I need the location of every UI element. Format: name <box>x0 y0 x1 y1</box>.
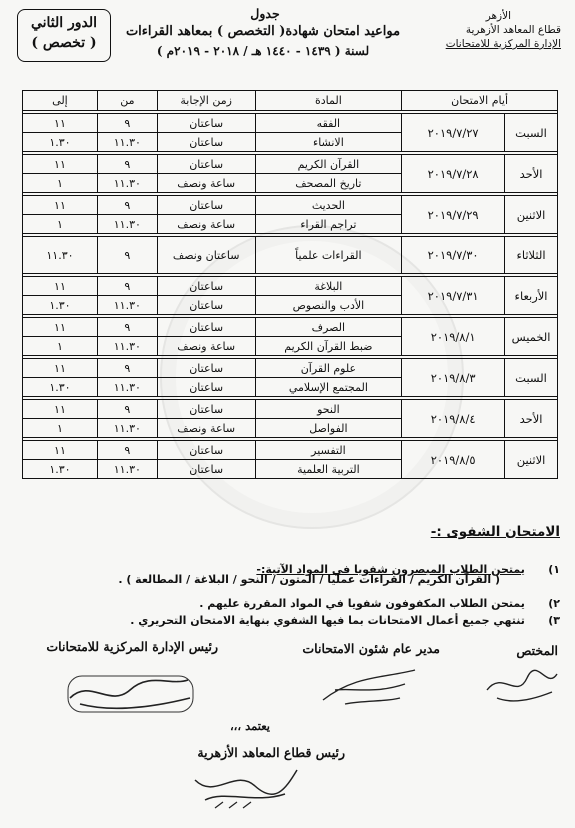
table-row <box>23 155 558 174</box>
duration-cell: ساعتان <box>157 318 255 337</box>
date-cell: ٢٠١٩/٧/٢٧ <box>402 114 505 152</box>
subject-cell: القرآن الكريم <box>255 155 402 174</box>
duration-cell: ساعتان <box>157 296 255 315</box>
from-cell: ١١.٣٠ <box>97 296 157 315</box>
subject-cell: الحديث <box>255 196 402 215</box>
day-cell: الاثنين <box>505 441 558 479</box>
day-cell: الأحد <box>505 155 558 193</box>
org-azhar: الأزهر <box>485 10 511 22</box>
date-cell: ٢٠١٩/٧/٣٠ <box>402 237 505 274</box>
to-cell: ١١ <box>23 400 98 419</box>
subject-cell: الأدب والنصوص <box>255 296 402 315</box>
date-cell: ٢٠١٩/٧/٣١ <box>402 277 505 315</box>
from-cell: ١١.٣٠ <box>97 378 157 397</box>
subject-cell: ضبط القرآن الكريم <box>255 337 402 356</box>
round-badge <box>17 9 111 62</box>
to-cell: ١١ <box>23 114 98 133</box>
table-row <box>23 114 558 133</box>
duration-cell: ساعتان <box>157 277 255 296</box>
exam-affairs-signature <box>315 660 425 710</box>
date-cell: ٢٠١٩/٧/٢٨ <box>402 155 505 193</box>
oral-item-1-text: يمتحن الطلاب المبصرون شفويا في المواد الآتية:- <box>256 563 525 576</box>
from-cell: ١١.٣٠ <box>97 419 157 438</box>
org-exams-admin: الإدارة المركزية للامتحانات <box>445 38 561 50</box>
subject-cell: الفواصل <box>255 419 402 438</box>
from-cell: ١١.٣٠ <box>97 337 157 356</box>
duration-cell: ساعتان <box>157 359 255 378</box>
subject-cell: النحو <box>255 400 402 419</box>
round-badge-line1: الدور الثاني <box>30 15 98 31</box>
table-row <box>23 196 558 215</box>
header-from: من <box>97 91 157 111</box>
from-cell: ١١.٣٠ <box>97 133 157 152</box>
oral-item-3-number: ٣) <box>548 614 560 627</box>
header-exam-days: أيام الامتحان <box>402 91 558 111</box>
central-admin-head-label: رئيس الإدارة المركزية للامتحانات <box>46 639 218 654</box>
oral-item-3 <box>60 609 560 628</box>
from-cell: ١١.٣٠ <box>97 174 157 193</box>
to-cell: ١١ <box>23 196 98 215</box>
header-to: إلى <box>23 91 98 111</box>
subject-cell: المجتمع الإسلامي <box>255 378 402 397</box>
table-header-row <box>23 91 558 111</box>
table-row <box>23 237 558 274</box>
duration-cell: ساعتان <box>157 378 255 397</box>
date-cell: ٢٠١٩/٨/١ <box>402 318 505 356</box>
to-cell: ١١ <box>23 359 98 378</box>
subject-cell: الصرف <box>255 318 402 337</box>
exam-affairs-director-label: مدير عام شئون الامتحانات <box>302 641 440 656</box>
duration-cell: ساعتان <box>157 114 255 133</box>
day-cell: السبت <box>505 114 558 152</box>
duration-cell: ساعتان <box>157 196 255 215</box>
duration-cell: ساعتان ونصف <box>157 237 255 274</box>
from-cell: ٩ <box>97 318 157 337</box>
doc-title-word: جدول <box>250 6 280 21</box>
subject-cell: تراجم القراء <box>255 215 402 234</box>
specialist-label: المختص <box>516 643 558 658</box>
subject-cell: الفقه <box>255 114 402 133</box>
duration-cell: ساعة ونصف <box>157 337 255 356</box>
day-cell: الخميس <box>505 318 558 356</box>
from-cell: ٩ <box>97 114 157 133</box>
to-cell: ١١ <box>23 277 98 296</box>
table-row <box>23 318 558 337</box>
specialist-signature <box>482 660 562 710</box>
org-block <box>415 9 561 51</box>
table-row <box>23 441 558 460</box>
duration-cell: ساعة ونصف <box>157 174 255 193</box>
doc-title: مواعيد امتحان شهادة( التخصص ) بمعاهد القراءات <box>125 24 401 39</box>
oral-exam-heading: الامتحان الشفوى :- <box>430 524 560 540</box>
sector-head-signature <box>185 760 305 816</box>
to-cell: ١ <box>23 337 98 356</box>
table-row <box>23 359 558 378</box>
date-cell: ٢٠١٩/٧/٢٩ <box>402 196 505 234</box>
to-cell: ١.٣٠ <box>23 460 98 479</box>
oral-item-2-text: يمتحن الطلاب المكفوفون شفويا في المواد المقررة عليهم . <box>199 597 525 610</box>
day-cell: السبت <box>505 359 558 397</box>
subject-cell: علوم القرآن <box>255 359 402 378</box>
oral-item-2-number: ٢) <box>548 597 560 610</box>
oral-item-3-text: تنتهي جميع أعمال الامتحانات بما فيها الشفوي بنهاية الامتحان التحريري . <box>130 614 525 627</box>
to-cell: ١.٣٠ <box>23 133 98 152</box>
duration-cell: ساعة ونصف <box>157 419 255 438</box>
from-cell: ٩ <box>97 155 157 174</box>
from-cell: ١١.٣٠ <box>97 460 157 479</box>
duration-cell: ساعتان <box>157 400 255 419</box>
to-cell: ١١.٣٠ <box>23 237 98 274</box>
oral-item-1-detail: ( القرآن الكريم / القراءات عمليا / المتون / النحو / البلاغة / المطالعة ) . <box>118 573 500 586</box>
from-cell: ٩ <box>97 277 157 296</box>
duration-cell: ساعتان <box>157 155 255 174</box>
subject-cell: الانشاء <box>255 133 402 152</box>
date-cell: ٢٠١٩/٨/٤ <box>402 400 505 438</box>
duration-cell: ساعتان <box>157 441 255 460</box>
from-cell: ٩ <box>97 196 157 215</box>
oral-item-1-number: ١) <box>548 563 560 576</box>
round-badge-line2: ( تخصص ) <box>31 35 97 51</box>
from-cell: ٩ <box>97 237 157 274</box>
doc-title-year: لسنة ( ١٤٣٩ - ١٤٤٠ هـ / ٢٠١٨ - ٢٠١٩م ) <box>156 44 370 58</box>
subject-cell: تاريخ المصحف <box>255 174 402 193</box>
to-cell: ١ <box>23 419 98 438</box>
subject-cell: التفسير <box>255 441 402 460</box>
header-subject: المادة <box>255 91 402 111</box>
to-cell: ١.٣٠ <box>23 296 98 315</box>
from-cell: ٩ <box>97 359 157 378</box>
table-row <box>23 400 558 419</box>
schedule-table <box>22 90 558 479</box>
subject-cell: التربية العلمية <box>255 460 402 479</box>
to-cell: ١ <box>23 215 98 234</box>
duration-cell: ساعتان <box>157 133 255 152</box>
header-duration: زمن الإجابة <box>157 91 255 111</box>
date-cell: ٢٠١٩/٨/٥ <box>402 441 505 479</box>
sector-head-label: رئيس قطاع المعاهد الأزهرية <box>197 745 345 760</box>
to-cell: ١ <box>23 174 98 193</box>
from-cell: ٩ <box>97 441 157 460</box>
subject-cell: القراءات علمياً <box>255 237 402 274</box>
from-cell: ١١.٣٠ <box>97 215 157 234</box>
to-cell: ١١ <box>23 155 98 174</box>
from-cell: ٩ <box>97 400 157 419</box>
to-cell: ١.٣٠ <box>23 378 98 397</box>
day-cell: الاثنين <box>505 196 558 234</box>
to-cell: ١١ <box>23 318 98 337</box>
table-row <box>23 277 558 296</box>
date-cell: ٢٠١٩/٨/٣ <box>402 359 505 397</box>
duration-cell: ساعة ونصف <box>157 215 255 234</box>
central-admin-signature <box>60 668 200 718</box>
org-sector: قطاع المعاهد الأزهرية <box>465 24 561 36</box>
day-cell: الأربعاء <box>505 277 558 315</box>
approved-label: يعتمد ،،، <box>229 719 270 733</box>
to-cell: ١١ <box>23 441 98 460</box>
subject-cell: البلاغة <box>255 277 402 296</box>
day-cell: الأحد <box>505 400 558 438</box>
duration-cell: ساعتان <box>157 460 255 479</box>
day-cell: الثلاثاء <box>505 237 558 274</box>
